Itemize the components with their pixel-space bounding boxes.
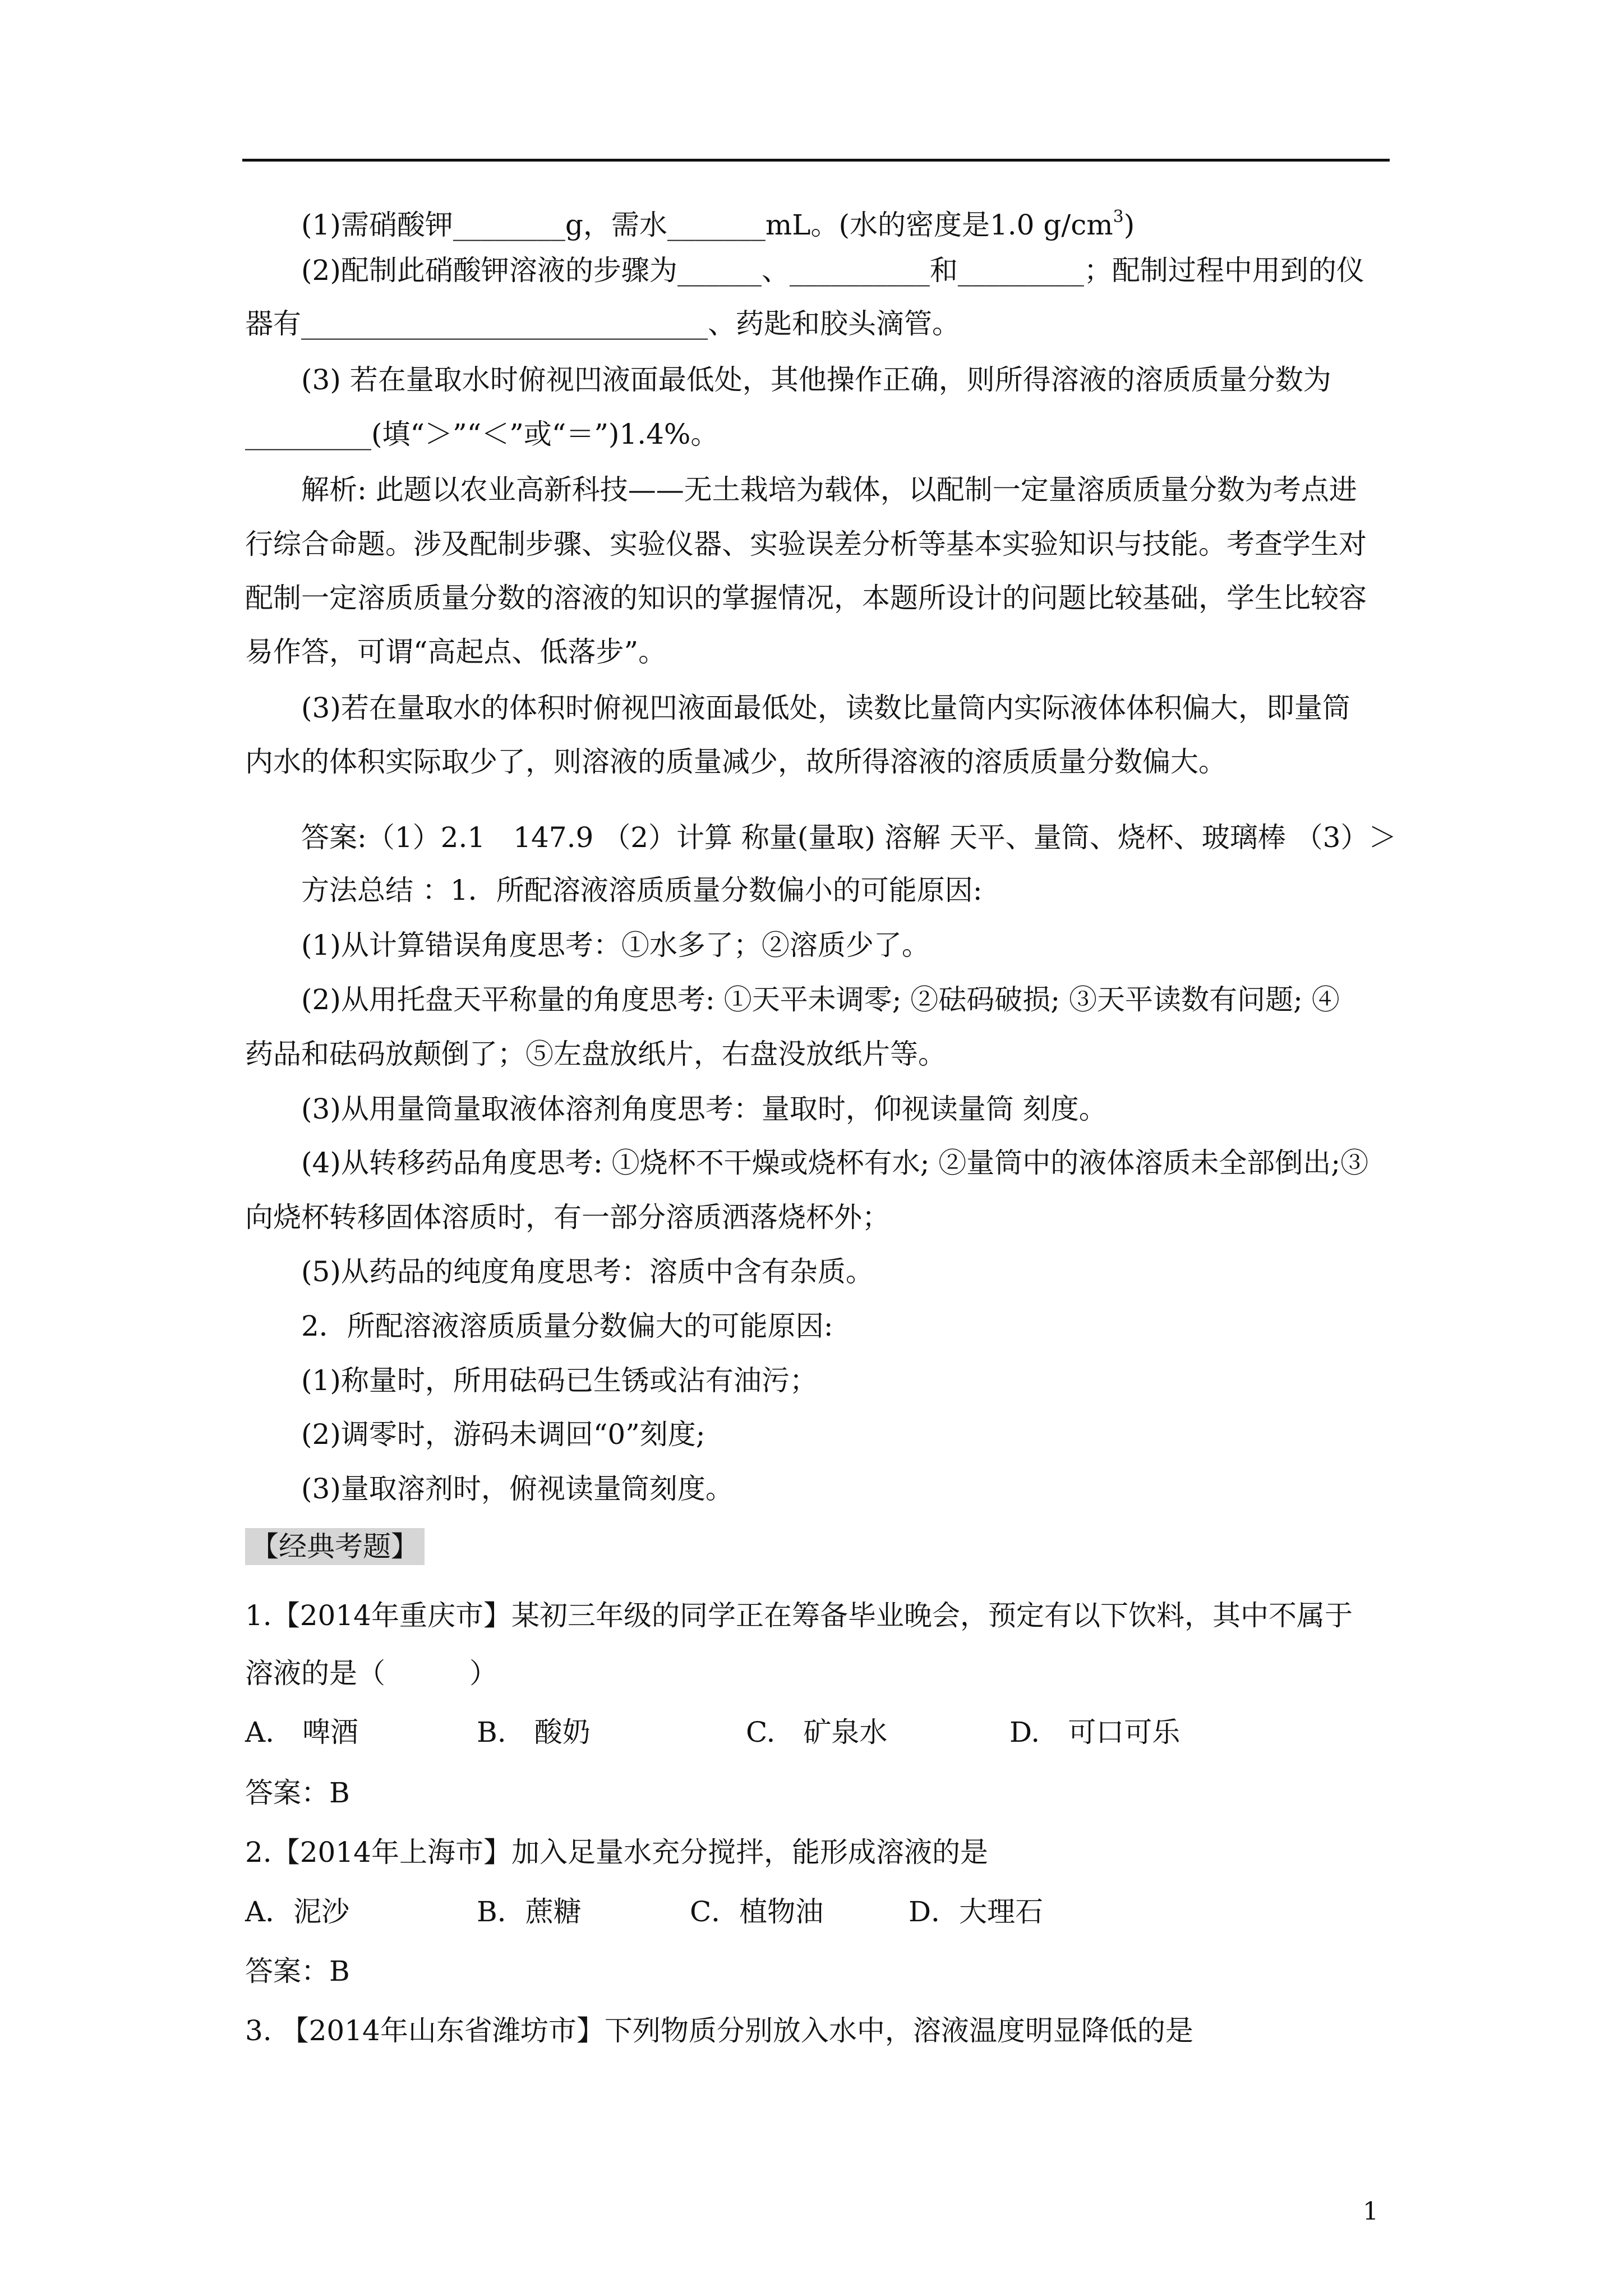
q1-answer: 答案：B — [245, 1777, 350, 1809]
question-3-line2: _________(填“＞”“＜”或“＝”)1.4%。 — [245, 418, 719, 450]
method-s5: (5)从药品的纯度角度思考：溶质中含有杂质。 — [301, 1255, 874, 1288]
analysis-line4: 易作答，可谓“高起点、低落步”。 — [245, 636, 667, 668]
method-title: 方法总结 ：1．所配溶液溶质质量分数偏小的可能原因: — [301, 874, 983, 907]
question-2-line1: (2)配制此硝酸钾溶液的步骤为______、__________和_________；配制过程中用到的仪 — [301, 254, 1364, 287]
section-tag-label: 【经典考题】 — [245, 1528, 425, 1565]
header-rule — [242, 159, 1390, 162]
question-1-text — [301, 200, 1135, 242]
method-s4-line2: 向烧杯转移固体溶质时，有一部分溶质洒落烧杯外； — [245, 1201, 890, 1234]
section-tag-classic-questions — [245, 1530, 425, 1563]
method-title2: 2．所配溶液溶质质量分数偏大的可能原因: — [301, 1310, 833, 1342]
method-t1: (1)称量时，所用砝码已生锈或沾有油污； — [301, 1364, 818, 1397]
q1-option-a: A. 啤酒 — [245, 1716, 359, 1749]
q2-option-d: D．大理石 — [909, 1895, 1044, 1928]
analysis-line1: 解析: 此题以农业高新科技——无土栽培为载体，以配制一定量溶质质量分数为考点进 — [301, 473, 1357, 506]
q1-part2: ) — [1123, 209, 1135, 241]
analysis-line5: (3)若在量取水的体积时俯视凹液面最低处，读数比量筒内实际液体体积偏大，即量筒 — [301, 692, 1350, 724]
q2-option-c: C．植物油 — [690, 1895, 824, 1928]
q2-line1: 2.【2014年上海市】加入足量水充分搅拌，能形成溶液的是 — [245, 1836, 988, 1869]
q2-option-b: B．蔗糖 — [477, 1895, 582, 1928]
method-t3: (3)量取溶剂时，俯视读量筒刻度。 — [301, 1473, 734, 1505]
page-number: 1 — [1363, 2197, 1378, 2226]
q1-option-d: D. 可口可乐 — [1009, 1716, 1181, 1749]
method-s4-line1: (4)从转移药品角度思考: ①烧杯不干燥或烧杯有水; ②量筒中的液体溶质未全部倒出;③ — [301, 1147, 1369, 1179]
method-s2-line1: (2)从用托盘天平称量的角度思考: ①天平未调零; ②砝码破损; ③天平读数有问题; ④ — [301, 983, 1340, 1016]
q2-answer: 答案：B — [245, 1955, 350, 1987]
analysis-line3: 配制一定溶质质量分数的溶液的知识的掌握情况，本题所设计的问题比较基础，学生比较容 — [245, 582, 1367, 614]
method-s2-line2: 药品和砝码放颠倒了；⑤左盘放纸片，右盘没放纸片等。 — [245, 1038, 946, 1070]
method-t2: (2)调零时，游码未调回“0”刻度; — [301, 1418, 706, 1451]
q3-line1: 3. 【2014年山东省潍坊市】下列物质分别放入水中，溶液温度明显降低的是 — [245, 2014, 1193, 2047]
q1-option-c: C. 矿泉水 — [746, 1716, 888, 1749]
q1-part1: (1)需硝酸钾________g，需水_______mL。(水的密度是1.0 g/cm — [301, 209, 1113, 241]
answer-line: 答案:（1）2.1 147.9 （2）计算 称量(量取) 溶解 天平、量筒、烧杯、玻璃棒 （3）＞ — [301, 821, 1397, 854]
q1-superscript: 3 — [1113, 207, 1124, 227]
q1-line1: 1.【2014年重庆市】某初三年级的同学正在筹备毕业晚会，预定有以下饮料，其中不属于 — [245, 1599, 1353, 1632]
question-2-line2: 器有_____________________________、药匙和胶头滴管。 — [245, 307, 960, 340]
q1-line2: 溶液的是（ ） — [245, 1657, 497, 1690]
question-3-line1: (3) 若在量取水时俯视凹液面最低处，其他操作正确，则所得溶液的溶质质量分数为 — [301, 364, 1331, 396]
method-s3: (3)从用量筒量取液体溶剂角度思考：量取时，仰视读量筒 刻度。 — [301, 1093, 1107, 1125]
q1-option-b: B. 酸奶 — [477, 1716, 591, 1749]
analysis-line2: 行综合命题。涉及配制步骤、实验仪器、实验误差分析等基本实验知识与技能。考查学生对 — [245, 528, 1367, 560]
method-s1: (1)从计算错误角度思考：①水多了；②溶质少了。 — [301, 929, 930, 961]
q2-option-a: A．泥沙 — [245, 1895, 350, 1928]
analysis-line6: 内水的体积实际取少了，则溶液的质量减少，故所得溶液的溶质质量分数偏大。 — [245, 746, 1227, 778]
